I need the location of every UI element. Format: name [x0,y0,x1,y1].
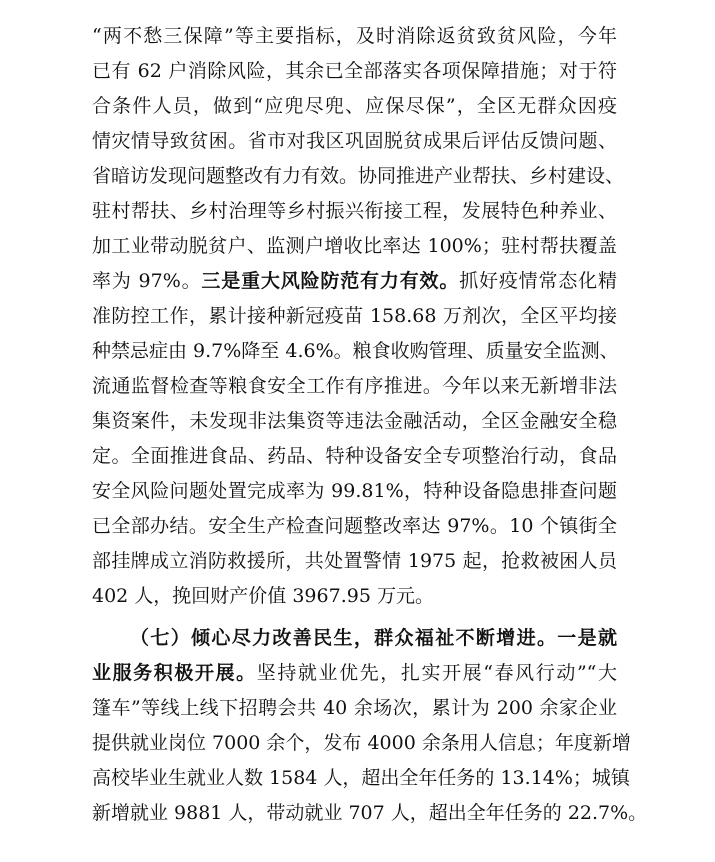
paragraph-line: 种禁忌症由 9.7%降至 4.6%。粮食收购管理、质量安全监测、 [92,340,619,362]
paragraph-line: 提供就业岗位 7000 余个，发布 4000 余条用人信息；年度新增 [92,732,631,754]
line-text: 抓好疫情常态化精 [459,270,617,292]
paragraph-line: 安全风险问题处置完成率为 99.81%，特种设备隐患排查问题 [92,480,617,502]
paragraph-line: 驻村帮扶、乡村治理等乡村振兴衔接工程，发展特色种养业、 [92,200,617,222]
paragraph-line: 新增就业 9881 人，带动就业 707 人，超出全年任务的 22.7%。 [92,802,648,824]
paragraph-line: 准防控工作，累计接种新冠疫苗 158.68 万剂次，全区平均接 [92,305,617,327]
paragraph-line: 402 人，挽回财产价值 3967.95 万元。 [92,585,434,607]
bold-heading: 三是重大风险防范有力有效。 [201,270,460,292]
line-text: 率为 97%。 [92,270,202,292]
paragraph-line: 加工业带动脱贫户、监测户增收比率达 100%；驻村帮扶覆盖 [92,235,617,257]
paragraph-line: 篷车”等线上线下招聘会共 40 余场次，累计为 200 余家企业 [92,697,617,719]
paragraph-line: 集资案件，未发现非法集资等违法金融活动，全区金融安全稳 [92,410,617,432]
paragraph-line: 情灾情导致贫困。省市对我区巩固脱贫成果后评估反馈问题、 [92,130,617,152]
line-text: 坚持就业优先，扎实开展“春风行动”“大 [256,662,617,684]
paragraph-line: 已全部办结。安全生产检查问题整改率达 97%。10 个镇街全 [92,515,617,537]
paragraph-line: 已有 62 户消除风险，其余已全部落实各项保障措施；对于符 [92,60,617,82]
paragraph-line: “两不愁三保障”等主要指标，及时消除返贫致贫风险，今年 [92,25,617,47]
paragraph-line: 高校毕业生就业人数 1584 人，超出全年任务的 13.14%；城镇 [92,767,630,789]
section-heading-line: （七）倾心尽力改善民生，群众福祉不断增进。一是就 [130,627,617,649]
paragraph-line: 定。全面推进食品、药品、特种设备安全专项整治行动，食品 [92,445,617,467]
paragraph-line [92,263,617,299]
paragraph-line: 部挂牌成立消防救援所，共处置警情 1975 起，抢救被困人员 [92,550,617,572]
paragraph-line: 省暗访发现问题整改有力有效。协同推进产业帮扶、乡村建设、 [92,165,625,187]
paragraph-line: 流通监督检查等粮食安全工作有序推进。今年以来无新增非法 [92,375,617,397]
paragraph-line [92,655,617,691]
bold-heading: 业服务积极开展。 [92,662,257,684]
paragraph-line: 合条件人员，做到“应兜尽兜、应保尽保”，全区无群众因疫 [92,95,617,117]
